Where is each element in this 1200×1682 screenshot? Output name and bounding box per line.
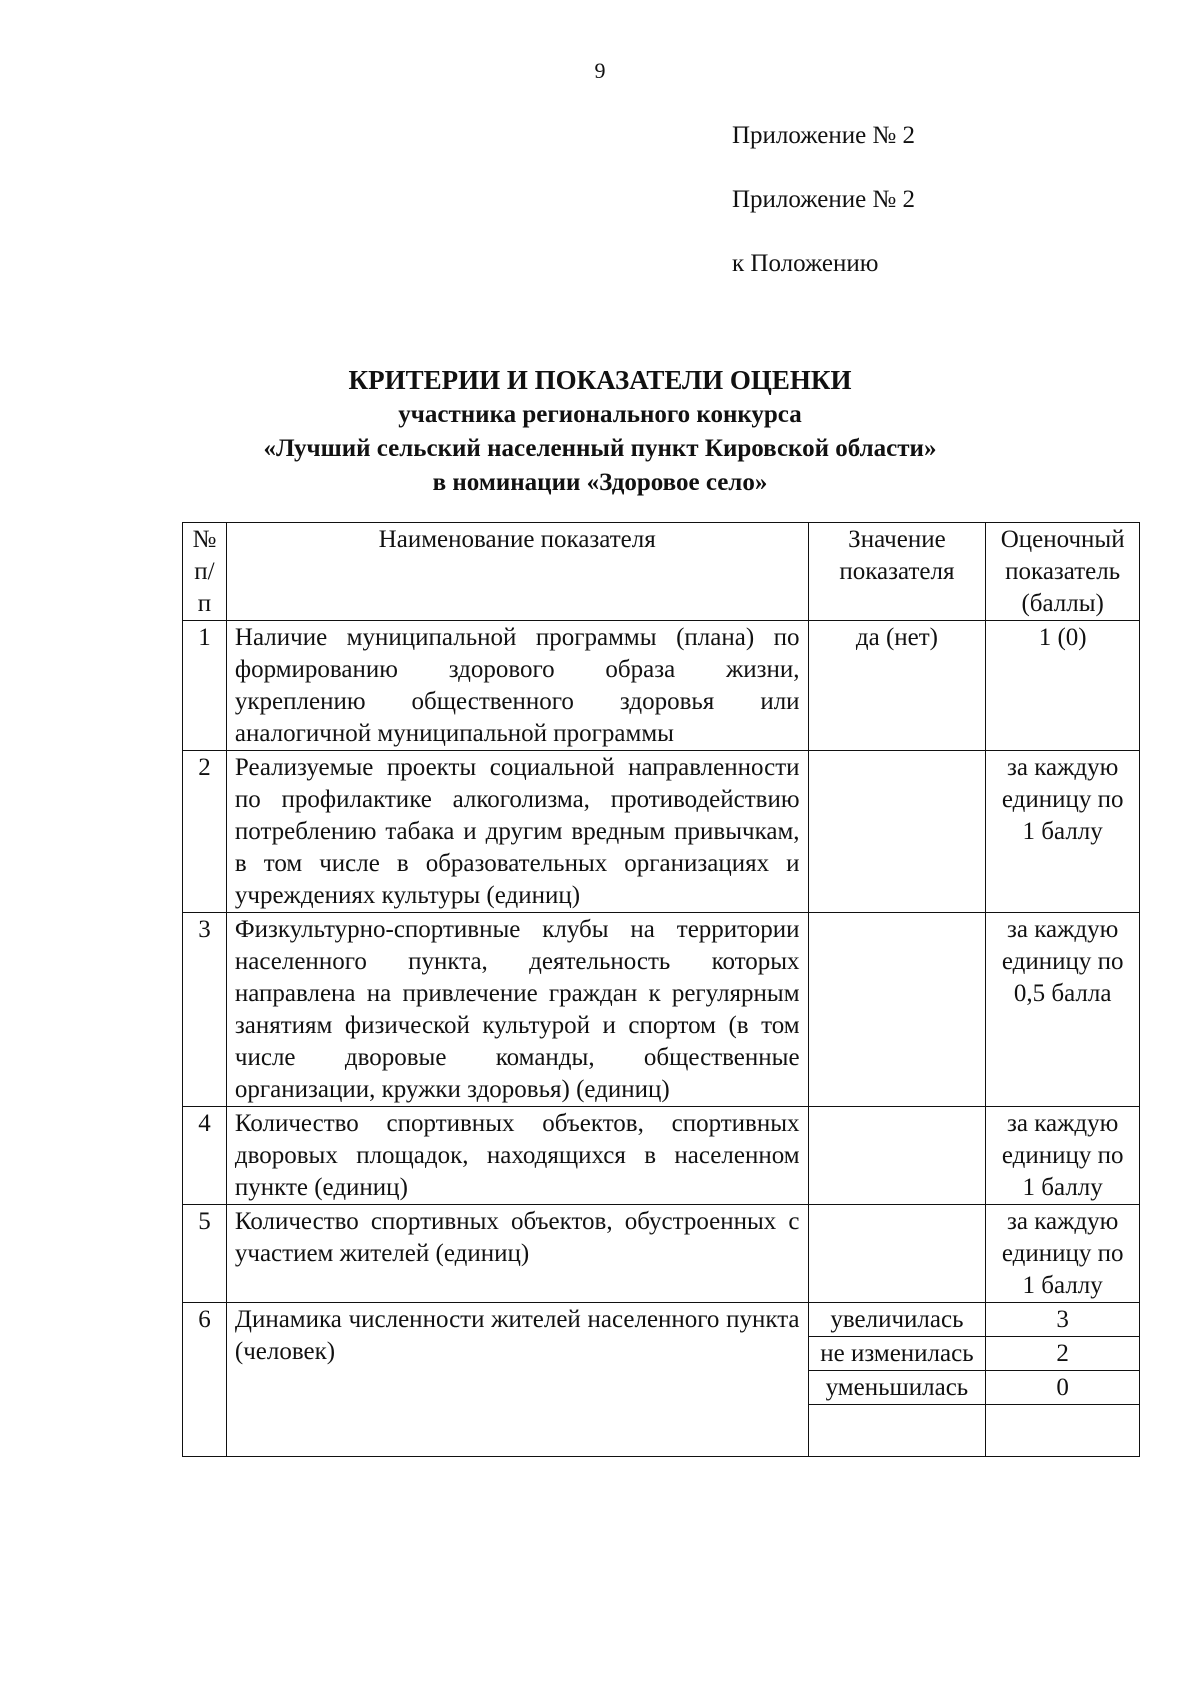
appendix-line-1: Приложение № 2 bbox=[732, 122, 916, 149]
document-subtitle-1: участника регионального конкурса bbox=[398, 401, 802, 428]
row-score: за каждую единицу по 0,5 балла bbox=[986, 913, 1140, 1107]
row-num: 6 bbox=[183, 1303, 227, 1457]
table-row bbox=[183, 913, 1140, 1107]
row-num: 4 bbox=[183, 1107, 227, 1205]
row-name: Количество спортивных объектов, спортивных дворовых площадок, находящихся в населенном пункте (единиц) bbox=[226, 1107, 808, 1205]
document-subtitle-3: в номинации «Здоровое село» bbox=[432, 469, 768, 496]
row-value bbox=[808, 913, 986, 1107]
table-row bbox=[183, 621, 1140, 751]
empty-cell bbox=[808, 1405, 986, 1457]
row-value: да (нет) bbox=[808, 621, 986, 751]
row-subvalue: увеличилась bbox=[808, 1303, 986, 1337]
row-subscore: 3 bbox=[986, 1303, 1140, 1337]
row-score: за каждую единицу по 1 баллу bbox=[986, 1107, 1140, 1205]
row-num: 3 bbox=[183, 913, 227, 1107]
row-score: за каждую единицу по 1 баллу bbox=[986, 1205, 1140, 1303]
row-name: Динамика численности жителей населенного пункта (человек) bbox=[226, 1303, 808, 1457]
table-row bbox=[183, 1107, 1140, 1205]
row-subvalue: уменьшилась bbox=[808, 1371, 986, 1405]
title-block bbox=[0, 362, 1200, 500]
row-name: Физкультурно-спортивные клубы на территории населенного пункта, деятельность которых направлена на привлечение граждан к регулярным занятиям физической культурой и спортом (в том числе дворовые команды, общественные организации, кружки здоровья) (единиц) bbox=[226, 913, 808, 1107]
appendix-line-3: к Положению bbox=[732, 250, 879, 277]
table-row bbox=[183, 1303, 1140, 1337]
row-subscore: 2 bbox=[986, 1337, 1140, 1371]
row-num: 5 bbox=[183, 1205, 227, 1303]
header-num: № п/п bbox=[183, 523, 227, 621]
row-score: 1 (0) bbox=[986, 621, 1140, 751]
table-row bbox=[183, 751, 1140, 913]
row-name: Реализуемые проекты социальной направленности по профилактике алкоголизма, противодействию потреблению табака и другим вредным привычкам, в том числе в образовательных организациях и учреждениях культуры (единиц) bbox=[226, 751, 808, 913]
row-num: 2 bbox=[183, 751, 227, 913]
row-num: 1 bbox=[183, 621, 227, 751]
row-score: за каждую единицу по 1 баллу bbox=[986, 751, 1140, 913]
row-subscore: 0 bbox=[986, 1371, 1140, 1405]
row-name: Наличие муниципальной программы (плана) по формированию здорового образа жизни, укреплению общественного здоровья или аналогичной муниципальной программы bbox=[226, 621, 808, 751]
criteria-table bbox=[182, 522, 1140, 1457]
header-score: Оценочный показатель (баллы) bbox=[986, 523, 1140, 621]
row-value bbox=[808, 1205, 986, 1303]
table-header-row bbox=[183, 523, 1140, 621]
page-number: 9 bbox=[594, 58, 606, 83]
empty-cell bbox=[986, 1405, 1140, 1457]
appendix-line-2: Приложение № 2 bbox=[732, 186, 916, 213]
header-name: Наименование показателя bbox=[226, 523, 808, 621]
document-subtitle-2: «Лучший сельский населенный пункт Кировской области» bbox=[263, 435, 937, 462]
row-value bbox=[808, 1107, 986, 1205]
row-value bbox=[808, 751, 986, 913]
table-row bbox=[183, 1205, 1140, 1303]
row-subvalue: не изменилась bbox=[808, 1337, 986, 1371]
row-name: Количество спортивных объектов, обустроенных с участием жителей (единиц) bbox=[226, 1205, 808, 1303]
header-value: Значение показателя bbox=[808, 523, 986, 621]
document-title: КРИТЕРИИ И ПОКАЗАТЕЛИ ОЦЕНКИ bbox=[348, 365, 852, 395]
